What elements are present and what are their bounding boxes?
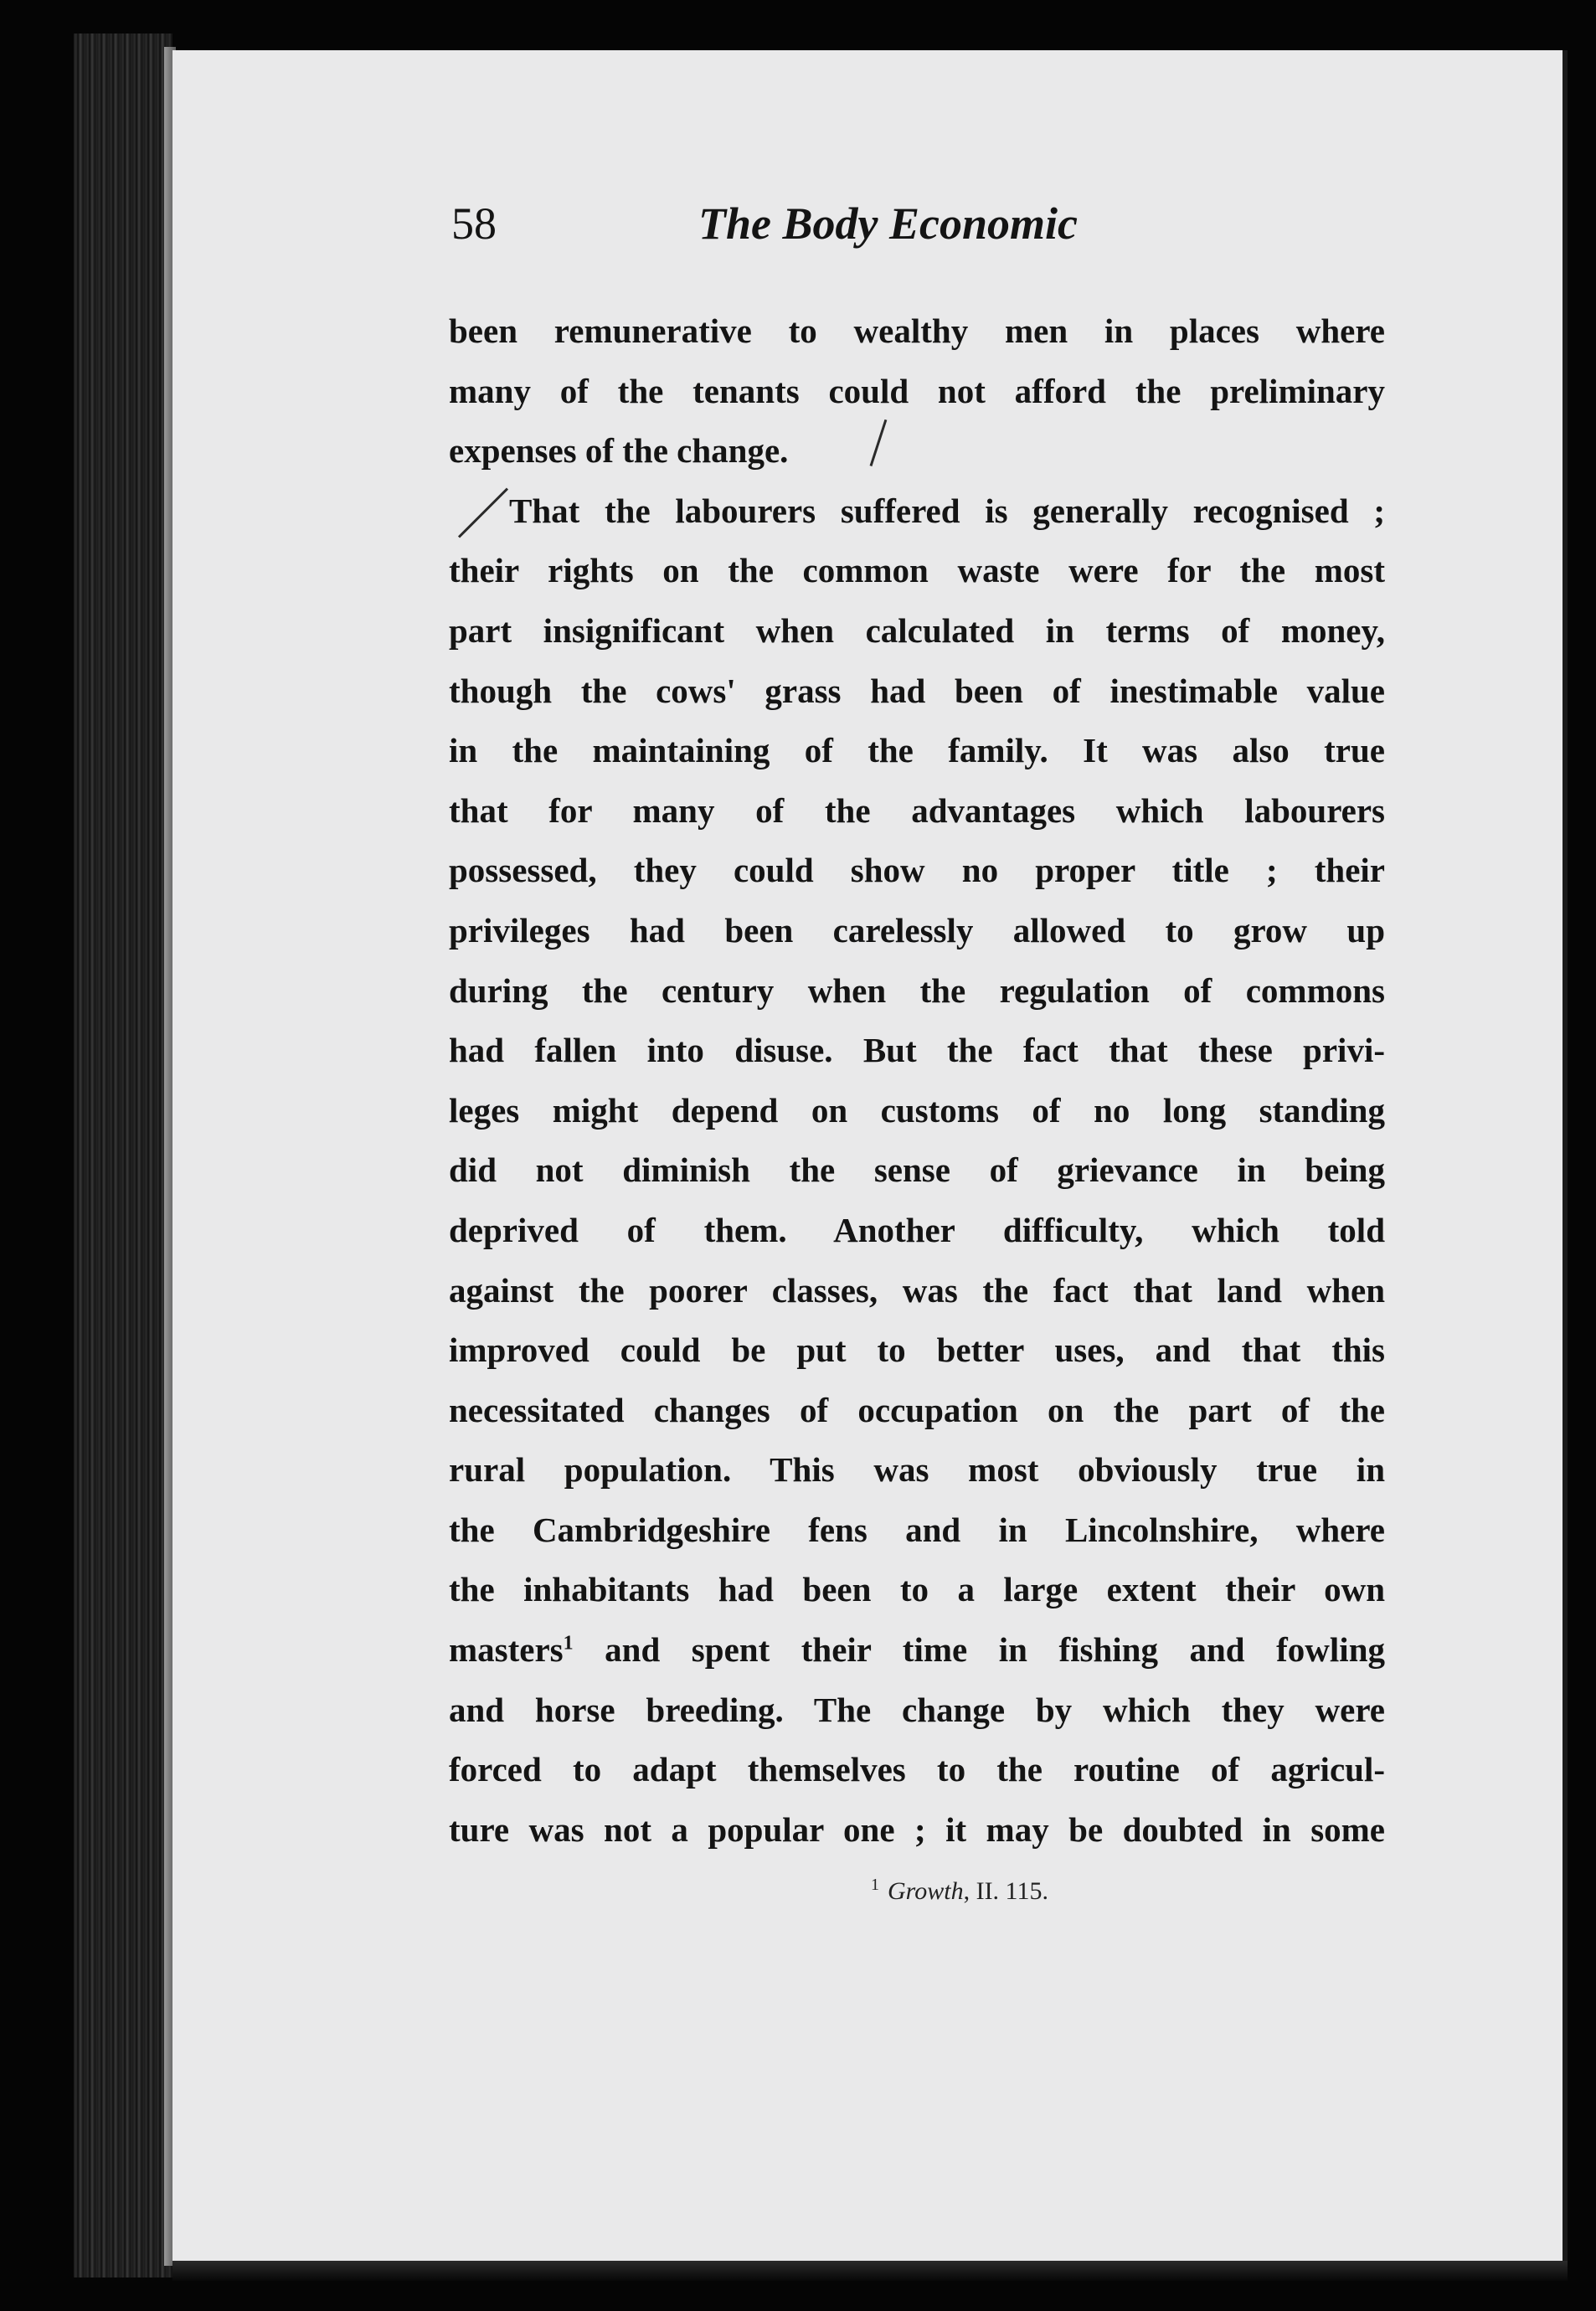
text-line: their rights on the common waste were for the most [449, 551, 1385, 590]
text-line-with-footnote [449, 1620, 1385, 1680]
text-line: been remunerative to wealthy men in places where [449, 311, 1385, 350]
page-bottom-edge [172, 2261, 1568, 2281]
text-line: part insignificant when calculated in terms of money, [449, 610, 1385, 650]
page-content [271, 198, 1393, 1905]
text-line: privileges had been carelessly allowed to grow up [449, 910, 1385, 950]
text-line: and horse breeding. The change by which they were [449, 1690, 1385, 1729]
text-line: that for many of the advantages which labourers [449, 790, 1385, 830]
text-line: many of the tenants could not afford the preliminary [449, 371, 1385, 410]
text-line: deprived of them. Another difficulty, which told [449, 1210, 1385, 1249]
footnote-citation: , II. 115. [963, 1877, 1048, 1905]
text-line: That the labourers suffered is generally recognised ; [509, 491, 1385, 530]
text-line: the Cambridgeshire fens and in Lincolnshire, where [449, 1510, 1385, 1549]
text-line: possessed, they could show no proper title ; their [449, 851, 1385, 890]
page-right-edge [1563, 50, 1568, 2261]
text-line: ture was not a popular one ; it may be doubted in some [449, 1809, 1385, 1849]
text-line: expenses of the change. [449, 431, 789, 471]
text-line: necessitated changes of occupation on the part of the [449, 1390, 1385, 1429]
footnote-mark: 1 [871, 1876, 879, 1894]
running-title: The Body Economic [698, 198, 1078, 249]
text-line: in the maintaining of the family. It was also true [449, 731, 1385, 770]
text-line: against the poorer classes, was the fact that land when [449, 1270, 1385, 1310]
footnote [871, 1876, 1048, 1906]
text-line: during the century when the regulation of commons [449, 970, 1385, 1010]
running-head [271, 198, 1393, 276]
footnote-source-title: Growth [888, 1877, 964, 1905]
text-line: forced to adapt themselves to the routine of agricul- [449, 1750, 1385, 1789]
text-line: though the cows' grass had been of inestimable value [449, 671, 1385, 710]
text-line: the inhabitants had been to a large extent their own [449, 1570, 1385, 1609]
text-line: did not diminish the sense of grievance in being [449, 1150, 1385, 1190]
text-line: improved could be put to better uses, and that this [449, 1330, 1385, 1370]
footnote-reference: 1 [563, 1632, 574, 1655]
text-line: leges might depend on customs of no long standing [449, 1090, 1385, 1130]
text-fragment: and spent their time in fishing and fowling [573, 1630, 1385, 1670]
body-text [449, 301, 1385, 1860]
page-number: 58 [451, 198, 497, 249]
text-line: rural population. This was most obviously true in [449, 1450, 1385, 1490]
book-binding [74, 33, 172, 2278]
text-fragment: masters [449, 1630, 564, 1670]
text-line: had fallen into disuse. But the fact that these privi- [449, 1031, 1385, 1070]
